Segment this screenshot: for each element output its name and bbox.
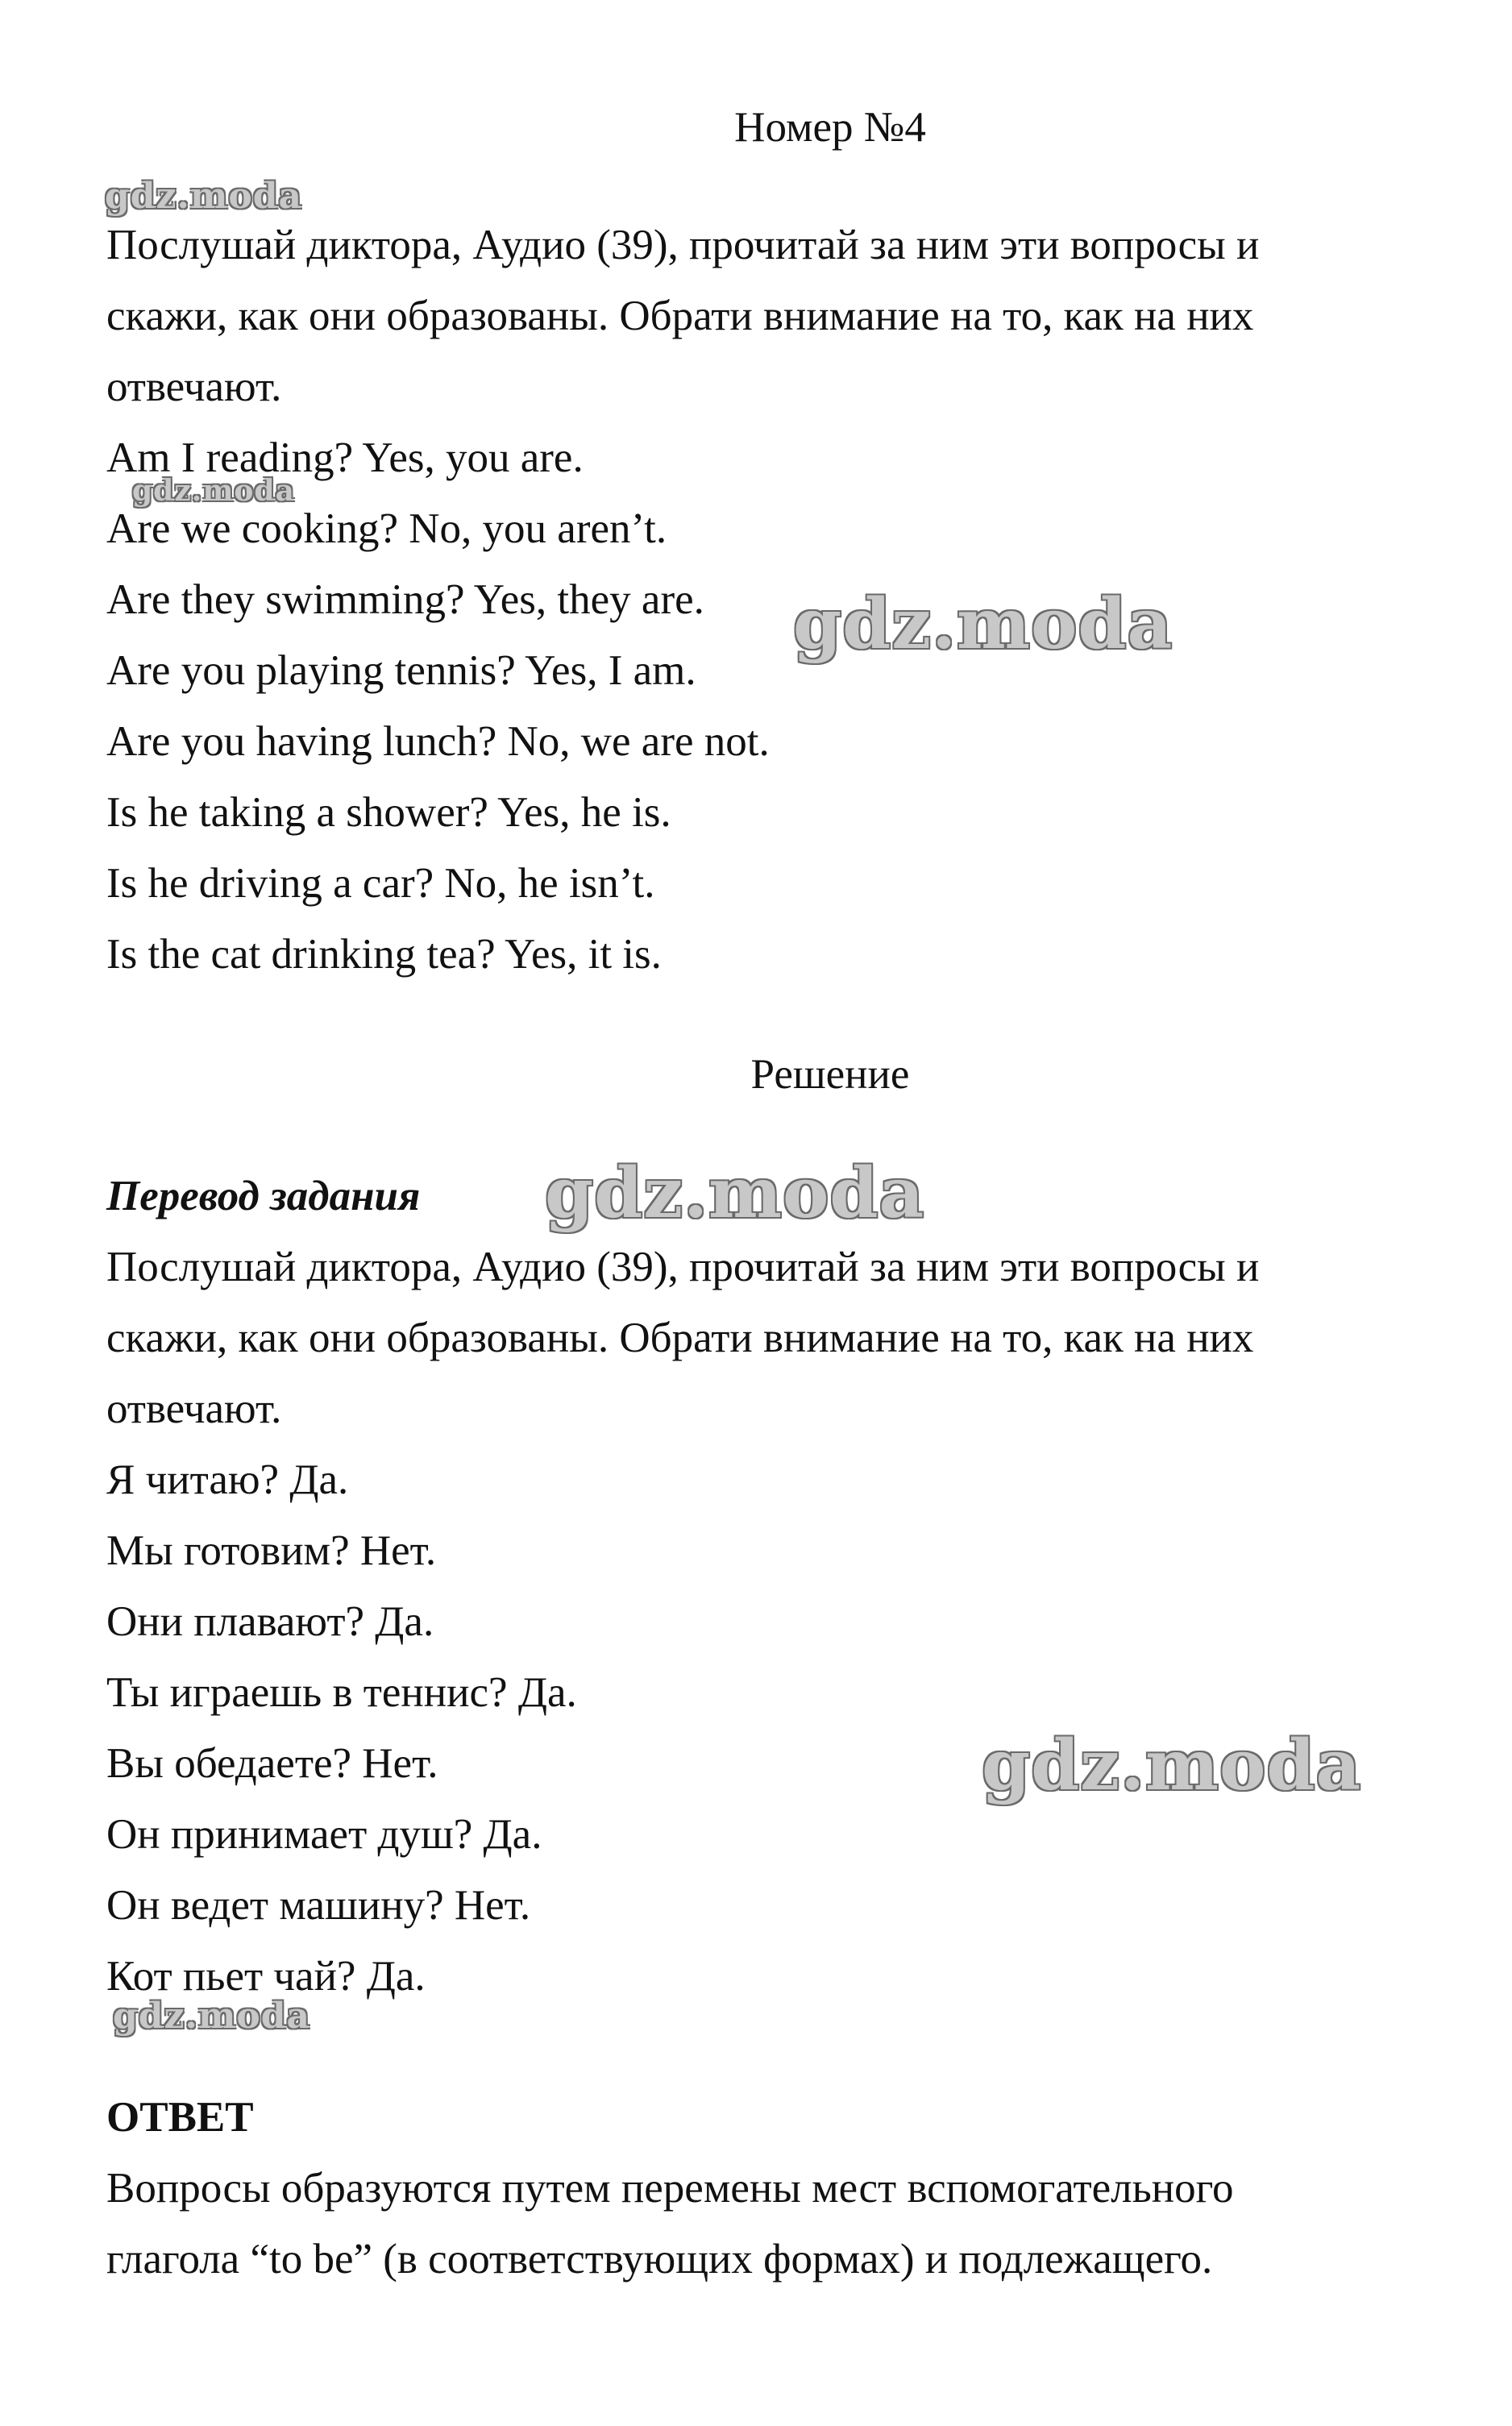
question-line: Is he driving a car? No, he isn’t.: [106, 860, 655, 907]
question-line: Are we cooking? No, you aren’t.: [106, 505, 667, 552]
translation-text: [106, 1232, 1436, 2012]
task-line: отвечают.: [106, 363, 282, 410]
answer-text: [106, 2153, 1436, 2295]
task-text-english: [106, 210, 1436, 990]
task-line: скажи, как они образованы. Обрати внимание на то, как на них: [106, 293, 1254, 339]
question-line: Are they swimming? Yes, they are.: [106, 576, 704, 623]
watermark: gdz.moda: [113, 1996, 311, 2037]
watermark: gdz.moda: [982, 1725, 1362, 1806]
answer-line: Вопросы образуются путем перемены мест вспомогательного: [106, 2165, 1234, 2212]
watermark: gdz.moda: [545, 1153, 925, 1234]
translation-line: Ты играешь в теннис? Да.: [106, 1669, 577, 1716]
watermark: gdz.moda: [132, 474, 295, 508]
translation-line: Они плавают? Да.: [106, 1598, 434, 1645]
question-line: Is the cat drinking tea? Yes, it is.: [106, 931, 662, 978]
translation-line: Мы готовим? Нет.: [106, 1527, 437, 1574]
translation-line: Вы обедаете? Нет.: [106, 1740, 438, 1787]
answer-line: глагола “to be” (в соответствующих формах) и подлежащего.: [106, 2236, 1213, 2283]
translation-title: Перевод задания: [106, 1173, 421, 1219]
solution-heading: Решение: [750, 1051, 910, 1098]
watermark: gdz.moda: [793, 584, 1173, 665]
translation-line: Я читаю? Да.: [106, 1456, 349, 1503]
task-line: Послушай диктора, Аудио (39), прочитай за ним эти вопросы и: [106, 222, 1260, 268]
translation-line: отвечают.: [106, 1385, 282, 1432]
question-line: Are you having lunch? No, we are not.: [106, 718, 770, 765]
answer-title: ОТВЕТ: [106, 2094, 254, 2141]
page-title: Номер №4: [734, 104, 926, 151]
translation-line: Послушай диктора, Аудио (39), прочитай за ним эти вопросы и: [106, 1244, 1260, 1290]
translation-line: Он принимает душ? Да.: [106, 1811, 542, 1858]
translation-line: Кот пьет чай? Да.: [106, 1953, 426, 2000]
question-line: Are you playing tennis? Yes, I am.: [106, 647, 696, 694]
translation-line: скажи, как они образованы. Обрати внимание на то, как на них: [106, 1315, 1254, 1361]
question-line: Am I reading? Yes, you are.: [106, 434, 584, 481]
translation-line: Он ведет машину? Нет.: [106, 1882, 531, 1929]
question-line: Is he taking a shower? Yes, he is.: [106, 789, 671, 836]
watermark: gdz.moda: [105, 176, 303, 217]
